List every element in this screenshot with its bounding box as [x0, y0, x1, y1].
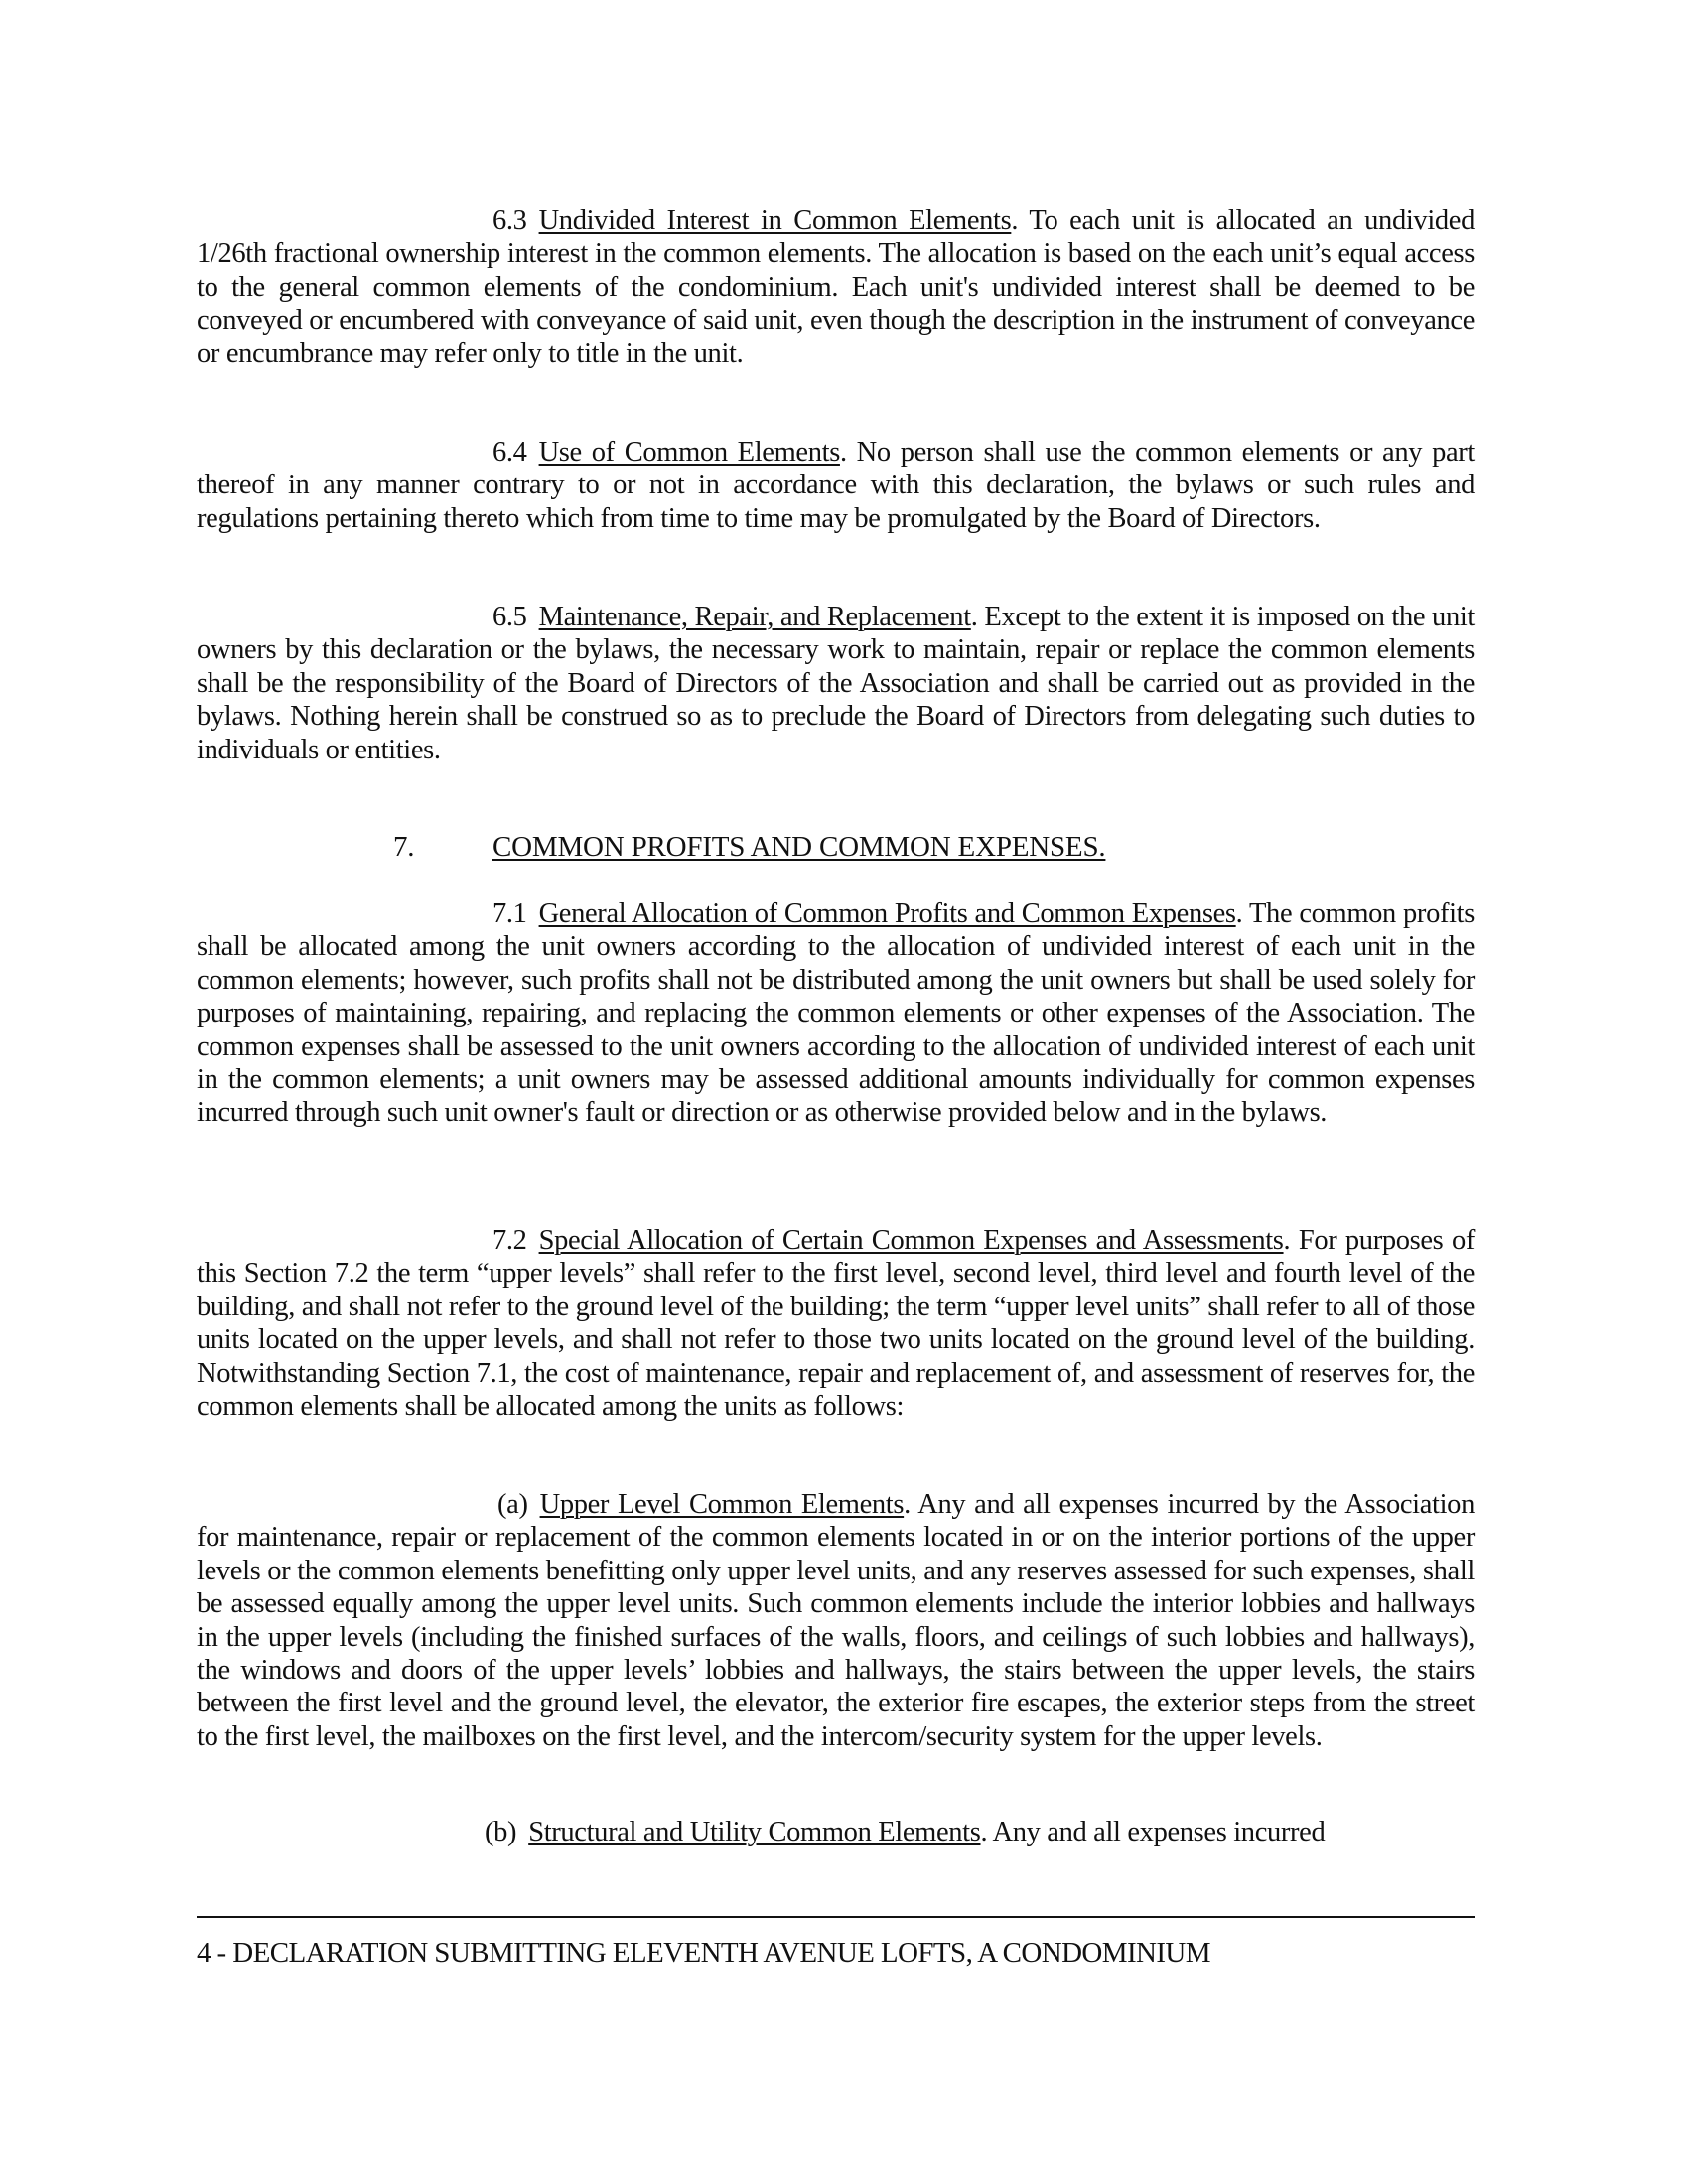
- section-title: General Allocation of Common Profits and Common Expenses: [538, 898, 1236, 929]
- section-number: (b): [485, 1817, 517, 1847]
- section-number: 7.2: [492, 1225, 527, 1256]
- section-7-2-a: [197, 1488, 1475, 1753]
- section-7-2: [197, 1224, 1475, 1423]
- section-title: Undivided Interest in Common Elements: [538, 205, 1012, 236]
- section-number: (a): [497, 1489, 528, 1520]
- section-title: COMMON PROFITS AND COMMON EXPENSES.: [492, 831, 1106, 863]
- section-6-3: [197, 205, 1475, 370]
- section-body: . To each unit is allocated an undivided 1/26th fractional ownership interest in the common elements. The allocation is based on the each unit’s equal access to the general common elements of the condominium. Each unit's undivided interest shall be deemed to be conveyed or encumbered with conveyance of said unit, even though the description in the instrument of conveyance or encumbrance may refer only to title in the unit.: [197, 205, 1475, 369]
- section-body: . For purposes of this Section 7.2 the term “upper levels” shall refer to the first level, second level, third level and fourth level of the building, and shall not refer to the ground level of the building; the term “upper level units” shall refer to all of those units located on the upper levels, and shall not refer to those two units located on the ground level of the building. Notwithstanding Section 7.1, the cost of maintenance, repair and replacement of, and assessment of reserves for, the common elements shall be allocated among the units as follows:: [197, 1225, 1475, 1423]
- section-number: 6.3: [492, 205, 527, 236]
- section-title: Use of Common Elements: [538, 437, 840, 468]
- section-body: . Any and all expenses incurred: [980, 1817, 1326, 1847]
- section-body: . No person shall use the common elements or any part thereof in any manner contrary to or not in accordance with this declaration, the bylaws or such rules and regulations pertaining thereto which from time to time may be promulgated by the Board of Directors.: [197, 437, 1475, 534]
- section-title: Maintenance, Repair, and Replacement: [538, 602, 971, 632]
- section-number: 6.5: [492, 602, 527, 632]
- section-body: . The common profits shall be allocated among the unit owners according to the allocation of undivided interest of each unit in the common elements; however, such profits shall not be distributed among the unit owners but shall be used solely for purposes of maintaining, repairing, and replacing the common elements or other expenses of the Association. The common expenses shall be assessed to the unit owners according to the allocation of undivided interest of each unit in the common elements; a unit owners may be assessed additional amounts individually for common expenses incurred through such unit owner's fault or direction or as otherwise provided below and in the bylaws.: [197, 898, 1475, 1129]
- section-7-1: [197, 897, 1475, 1130]
- section-title: Structural and Utility Common Elements: [528, 1817, 981, 1847]
- footer-divider: [197, 1916, 1475, 1918]
- section-number: 6.4: [492, 437, 527, 468]
- section-7-heading: [393, 830, 1105, 864]
- section-number: 7.: [393, 831, 415, 863]
- section-6-4: [197, 436, 1475, 535]
- section-body: . Except to the extent it is imposed on the unit owners by this declaration or the bylaws, the necessary work to maintain, repair or replace the common elements shall be the responsibility of the Board of Directors of the Association and shall be carried out as provided in the bylaws. Nothing herein shall be construed so as to preclude the Board of Directors from delegating such duties to individuals or entities.: [197, 602, 1475, 765]
- page-footer: 4 - DECLARATION SUBMITTING ELEVENTH AVENUE LOFTS, A CONDOMINIUM: [197, 1937, 1210, 1969]
- section-number: 7.1: [492, 898, 527, 929]
- section-title: Special Allocation of Certain Common Expenses and Assessments: [538, 1225, 1284, 1256]
- section-title: Upper Level Common Elements: [539, 1489, 905, 1520]
- section-6-5: [197, 601, 1475, 766]
- section-7-2-b: [197, 1816, 1475, 1848]
- section-body: . Any and all expenses incurred by the Association for maintenance, repair or replacement of the common elements located in or on the interior portions of the upper levels or the common elements benefitting only upper level units, and any reserves assessed for such expenses, shall be assessed equally among the upper level units. Such common elements include the interior lobbies and hallways in the upper levels (including the finished surfaces of the walls, floors, and ceilings of such lobbies and hallways), the windows and doors of the upper levels’ lobbies and hallways, the stairs between the upper levels, the stairs between the first level and the ground level, the elevator, the exterior fire escapes, the exterior steps from the street to the first level, the mailboxes on the first level, and the intercom/security system for the upper levels.: [197, 1489, 1475, 1752]
